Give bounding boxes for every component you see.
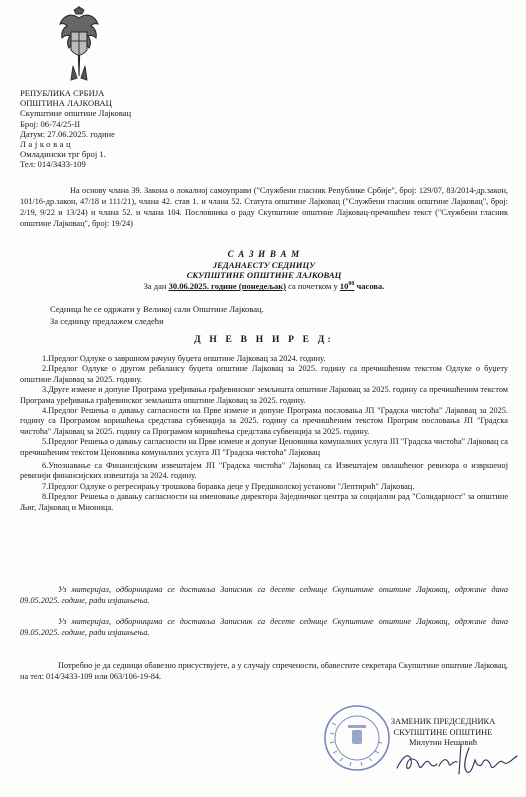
session-info — [50, 304, 450, 327]
header-assembly: Скупштине општине Лајковац — [20, 108, 132, 119]
signatory-name: Милутин Нешовић — [408, 738, 478, 747]
signatory-body: СКУПШТИНЕ ОПШТИНЕ — [393, 727, 493, 737]
session-date: 30.06.2025. године (понедељак) — [168, 281, 286, 291]
convening-verb: С А З И В А М — [227, 249, 301, 259]
session-location: Седница ће се одржати у Великој сали Општине Лајковац. — [50, 304, 264, 314]
agenda-item: 5.Предлог Решења о давању сагласности на Прве измене и допуне Ценовника комуналних услуга ЈП "Градска чистоћа" Лајковац са пречишћеним текстом Ценовника комуналних услуга ЈП "Градска чистоћа" Лајковац — [20, 437, 508, 457]
session-number: ЈЕДАНАЕСТУ СЕДНИЦУ — [212, 259, 316, 270]
handwritten-signature-icon — [395, 738, 520, 778]
materials-note: Уз материјал, одборницима се доставља Записник са десете седнице Скупштине општине Лајковац, одржане дана 09.05.2025. године, ради изјашњења. — [20, 617, 508, 637]
header-date: Датум: 27.06.2025. године — [20, 128, 115, 139]
convening-title — [20, 249, 508, 281]
legal-basis-paragraph: На основу члана 39. Закона о локалној самоуправи ("Службени гласник Републике Србије", број: 129/07, 83/2014-др.закон, 101/16-др.закон, 47/18 и 111/21), члана 42. став 1. и члана 52. Статута општине Лајковац ("Службени гласник општине Лајковац", број: 2/19, 9/22 и 13/24) и члана 52. и члана 104. Пословника о раду Скупштине општине Лајковац-пречишћен текст ("Службени гласник општине Лајковац", број: 19/24) — [20, 186, 508, 228]
date-middle: са почетком у — [288, 281, 338, 291]
date-prefix: За дан — [143, 281, 167, 291]
serbian-coat-of-arms-icon — [57, 6, 101, 84]
materials-note: Уз материјал, одборницима се доставља Записник са десете седнице Скупштине општине Лајковац, одржане дана 09.05.2025. године, ради изјашњења. — [20, 585, 508, 605]
agenda-item: 1.Предлог Одлуке о завршном рачуну буџета општине Лајковац за 2024. годину. — [42, 354, 326, 363]
header-city: Лајковац — [20, 139, 74, 150]
attendance-contact-paragraph: Потребно је да седници обавезно присуствујете, а у случају спречености, обавестите секретара Скупштине општине Лајковац, на тел: 014/3433-109 или 063/106-19-84. — [20, 661, 508, 681]
agenda-item: 2.Предлог Одлуке о другом ребалансу буџета општине Лајковац за 2025. годину са пречишћеним текстом Одлуке о буџету општине Лајковац за 2025. годину. — [20, 364, 508, 384]
agenda-item: 7.Предлог Одлуке о регресирању трошкова боравка деце у Предшколској установи "Лептирић" Лајковац. — [42, 481, 415, 491]
document-header — [20, 88, 280, 170]
agenda-item: 3.Друге измене и допуне Програма уређивања грађевинског земљишта општине Лајковац за 2025. годину са пречишћеним текстом Програма уређивања грађевинског земљишта општине Лајковац за 2025. годину. — [20, 385, 508, 405]
session-date-line — [20, 281, 508, 291]
session-time — [340, 281, 355, 291]
session-minutes: 00 — [348, 281, 355, 288]
agenda-item: 6.Упознавање са Финансијским извештајем ЈП "Градска чистоћа" Лајковац са Извештајем овлашћеног ревизора о извршеној ревизији финансијских извештаја за 2024. годину. — [20, 461, 508, 481]
agenda-item: 8.Предлог Решења о давању сагласности на именовање директора Заједничког центра за социјални рад "Солидарност" за општине Љиг, Лајковац и Мионица. — [20, 492, 508, 512]
agenda-list — [20, 354, 508, 513]
session-proposal: За седницу предлажем следећи — [50, 315, 164, 326]
date-suffix: часова. — [356, 281, 385, 291]
header-phone: Тел: 014/3433-109 — [20, 159, 86, 170]
header-address: Омладински трг број 1. — [20, 149, 106, 160]
signatory-title: ЗАМЕНИК ПРЕДСЕДНИКА — [390, 717, 496, 726]
header-country: РЕПУБЛИКА СРБИЈА — [20, 88, 105, 98]
header-municipality: ОПШТИНА ЛАЈКОВАЦ — [20, 98, 112, 109]
agenda-item: 4.Предлог Решења о давању сагласности на Прве измене и допуне Програма пословања ЈП "Градска чистоћа" Лајковац за 2025. годину са Програмом коришћења средстава субвенција за 2025. годину са пречишћеним текстом Програм пословања ЈП "Градска чистоћа" Лајковац за 2025. годину са Програмом коришћења средстава субвенција за 2025. годину. — [20, 406, 508, 436]
header-reference-number: Број: 06-74/25-II — [20, 118, 81, 129]
assembly-name: СКУПШТИНЕ ОПШТИНЕ ЛАЈКОВАЦ — [186, 270, 342, 280]
agenda-title: Д Н Е В Н И Р Е Д: — [194, 335, 334, 345]
session-hour: 10 — [339, 281, 349, 291]
